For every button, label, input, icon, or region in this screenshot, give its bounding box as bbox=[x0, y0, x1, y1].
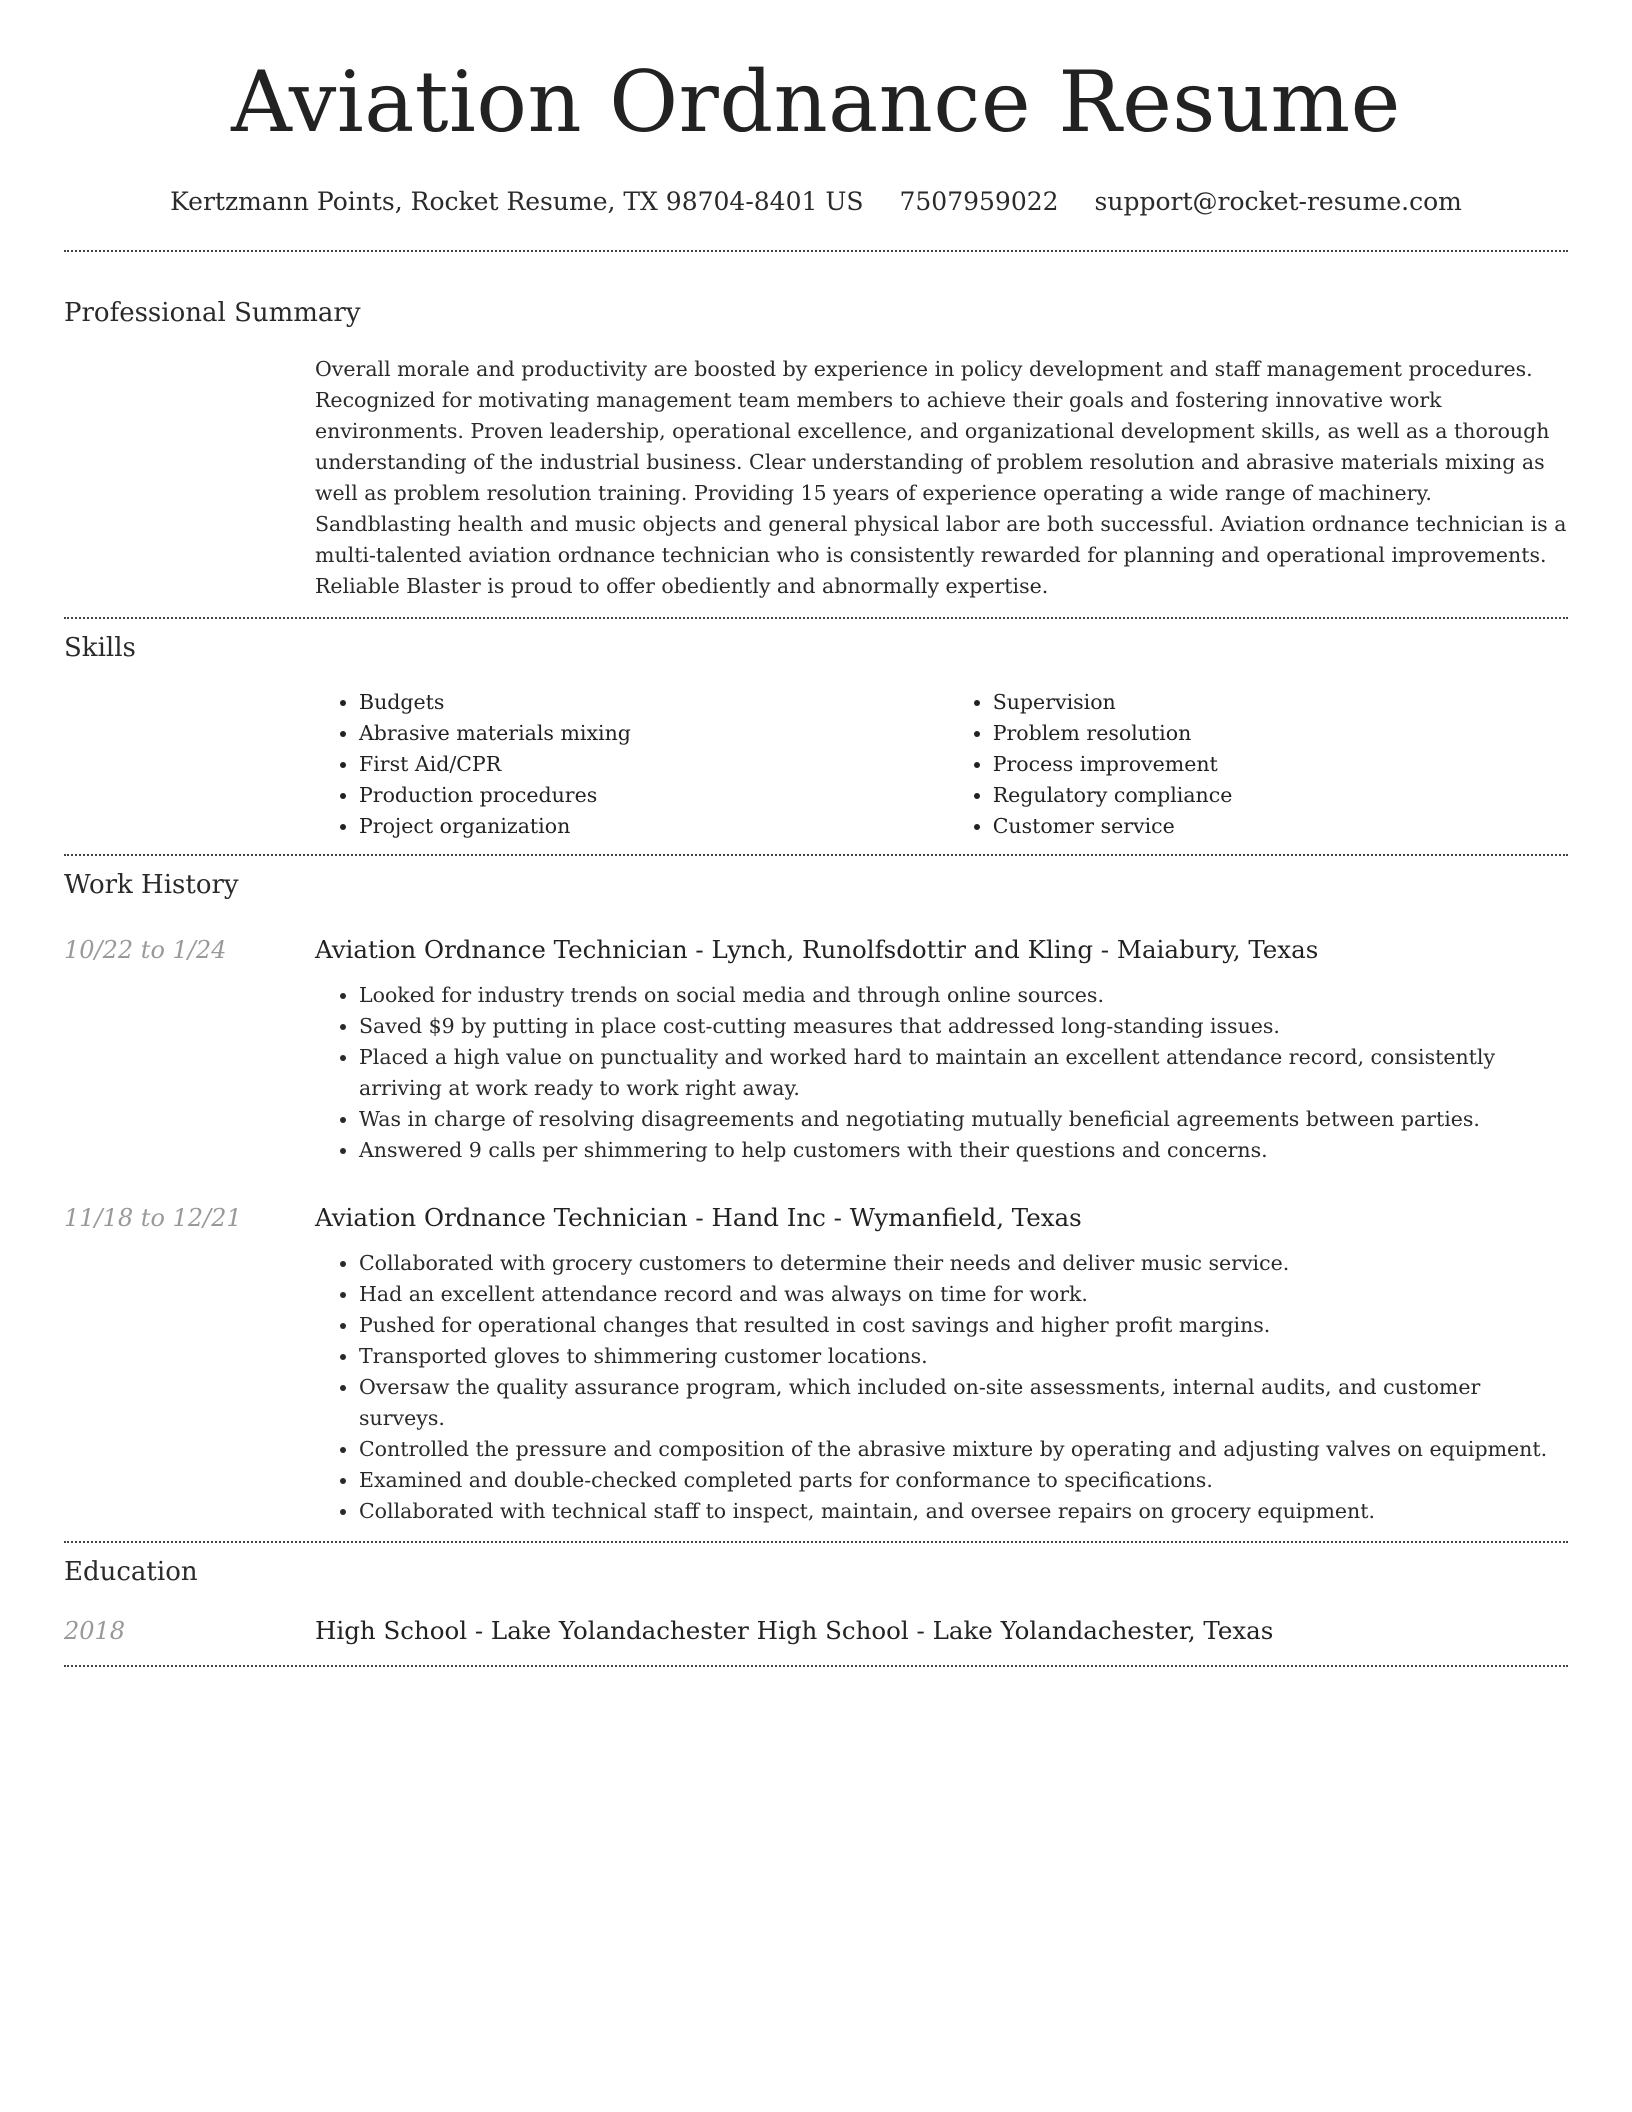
summary-body bbox=[315, 354, 1568, 617]
job-entry bbox=[64, 932, 1568, 1166]
spacer bbox=[64, 1527, 1568, 1541]
job-dates: 11/18 to 12/21 bbox=[64, 1204, 242, 1232]
skill-item: • Problem resolution bbox=[993, 718, 1568, 749]
divider bbox=[64, 1665, 1568, 1667]
job-bullet: • Oversaw the quality assurance program, which included on-site assessments, internal audits, and customer surveys. bbox=[359, 1372, 1568, 1434]
skill-item: • Production procedures bbox=[359, 780, 949, 811]
job-bullet: • Collaborated with grocery customers to determine their needs and deliver music service. bbox=[359, 1248, 1568, 1279]
contact-phone: 7507959022 bbox=[899, 187, 1059, 216]
job-bullet: • Pushed for operational changes that resulted in cost savings and higher profit margins. bbox=[359, 1310, 1568, 1341]
job-bullet: • Was in charge of resolving disagreements and negotiating mutually beneficial agreements between parties. bbox=[359, 1104, 1568, 1135]
job-dates: 10/22 to 1/24 bbox=[64, 936, 227, 964]
education-heading: High School - Lake Yolandachester High School - Lake Yolandachester, Texas bbox=[315, 1616, 1274, 1645]
job-bullet: • Answered 9 calls per shimmering to help customers with their questions and concerns. bbox=[359, 1135, 1568, 1166]
job-entry bbox=[64, 1200, 1568, 1527]
professional-summary-section bbox=[64, 252, 1568, 617]
skill-item: • Regulatory compliance bbox=[993, 780, 1568, 811]
job-bullet-list bbox=[315, 1248, 1568, 1527]
section-heading-skills: Skills bbox=[64, 633, 136, 663]
skill-item: • Customer service bbox=[993, 811, 1568, 842]
skills-list-left bbox=[315, 687, 949, 842]
job-bullet: • Looked for industry trends on social media and through online sources. bbox=[359, 980, 1568, 1011]
skills-grid bbox=[315, 687, 1568, 854]
job-bullet: • Transported gloves to shimmering customer locations. bbox=[359, 1341, 1568, 1372]
skill-item: • Supervision bbox=[993, 687, 1568, 718]
summary-text: Overall morale and productivity are boosted by experience in policy development and staff management procedures. Recognized for motivating management team members to achieve their goals and fostering innovative work environments. Proven leadership, operational excellence, and organizational development skills, as well as a thorough understanding of the industrial business. Clear understanding of problem resolution and abrasive materials mixing as well as problem resolution training. Providing 15 years of experience operating a wide range of machinery. Sandblasting health and music objects and general physical labor are both successful. Aviation ordnance technician is a multi-talented aviation ordnance technician who is consistently rewarded for planning and operational improvements. Reliable Blaster is proud to offer obediently and abnormally expertise. bbox=[315, 357, 1567, 598]
skill-item: • Abrasive materials mixing bbox=[359, 718, 949, 749]
skills-section bbox=[64, 619, 1568, 854]
resume-title: Aviation Ordnance Resume bbox=[231, 53, 1401, 151]
job-details bbox=[315, 932, 1568, 1166]
job-bullet: • Collaborated with technical staff to inspect, maintain, and oversee repairs on grocery equipment. bbox=[359, 1496, 1568, 1527]
work-history-section bbox=[64, 856, 1568, 1541]
education-details bbox=[315, 1613, 1568, 1649]
education-year: 2018 bbox=[64, 1617, 126, 1645]
education-section bbox=[64, 1543, 1568, 1665]
skill-item: • First Aid/CPR bbox=[359, 749, 949, 780]
skill-item: • Process improvement bbox=[993, 749, 1568, 780]
skills-list-right bbox=[949, 687, 1568, 842]
contact-email: support@rocket-resume.com bbox=[1094, 187, 1462, 216]
job-bullet: • Had an excellent attendance record and was always on time for work. bbox=[359, 1279, 1568, 1310]
job-heading: Aviation Ordnance Technician - Lynch, Runolfsdottir and Kling - Maiabury, Texas bbox=[315, 935, 1319, 964]
job-bullet: • Controlled the pressure and composition of the abrasive mixture by operating and adjusting valves on equipment. bbox=[359, 1434, 1568, 1465]
job-heading: Aviation Ordnance Technician - Hand Inc - Wymanfield, Texas bbox=[315, 1203, 1082, 1232]
job-bullet-list bbox=[315, 980, 1568, 1166]
contact-address: Kertzmann Points, Rocket Resume, TX 98704-8401 US bbox=[170, 187, 864, 216]
job-bullet: • Examined and double-checked completed parts for conformance to specifications. bbox=[359, 1465, 1568, 1496]
skill-item: • Project organization bbox=[359, 811, 949, 842]
contact-line bbox=[64, 186, 1568, 218]
section-heading-work: Work History bbox=[64, 870, 239, 900]
job-details bbox=[315, 1200, 1568, 1527]
section-heading-education: Education bbox=[64, 1557, 198, 1587]
job-bullet: • Placed a high value on punctuality and worked hard to maintain an excellent attendance record, consistently arriving at work ready to work right away. bbox=[359, 1042, 1568, 1104]
skill-item: • Budgets bbox=[359, 687, 949, 718]
education-entry bbox=[64, 1613, 1568, 1665]
job-bullet: • Saved $9 by putting in place cost-cutting measures that addressed long-standing issues. bbox=[359, 1011, 1568, 1042]
section-heading-summary: Professional Summary bbox=[64, 298, 361, 328]
